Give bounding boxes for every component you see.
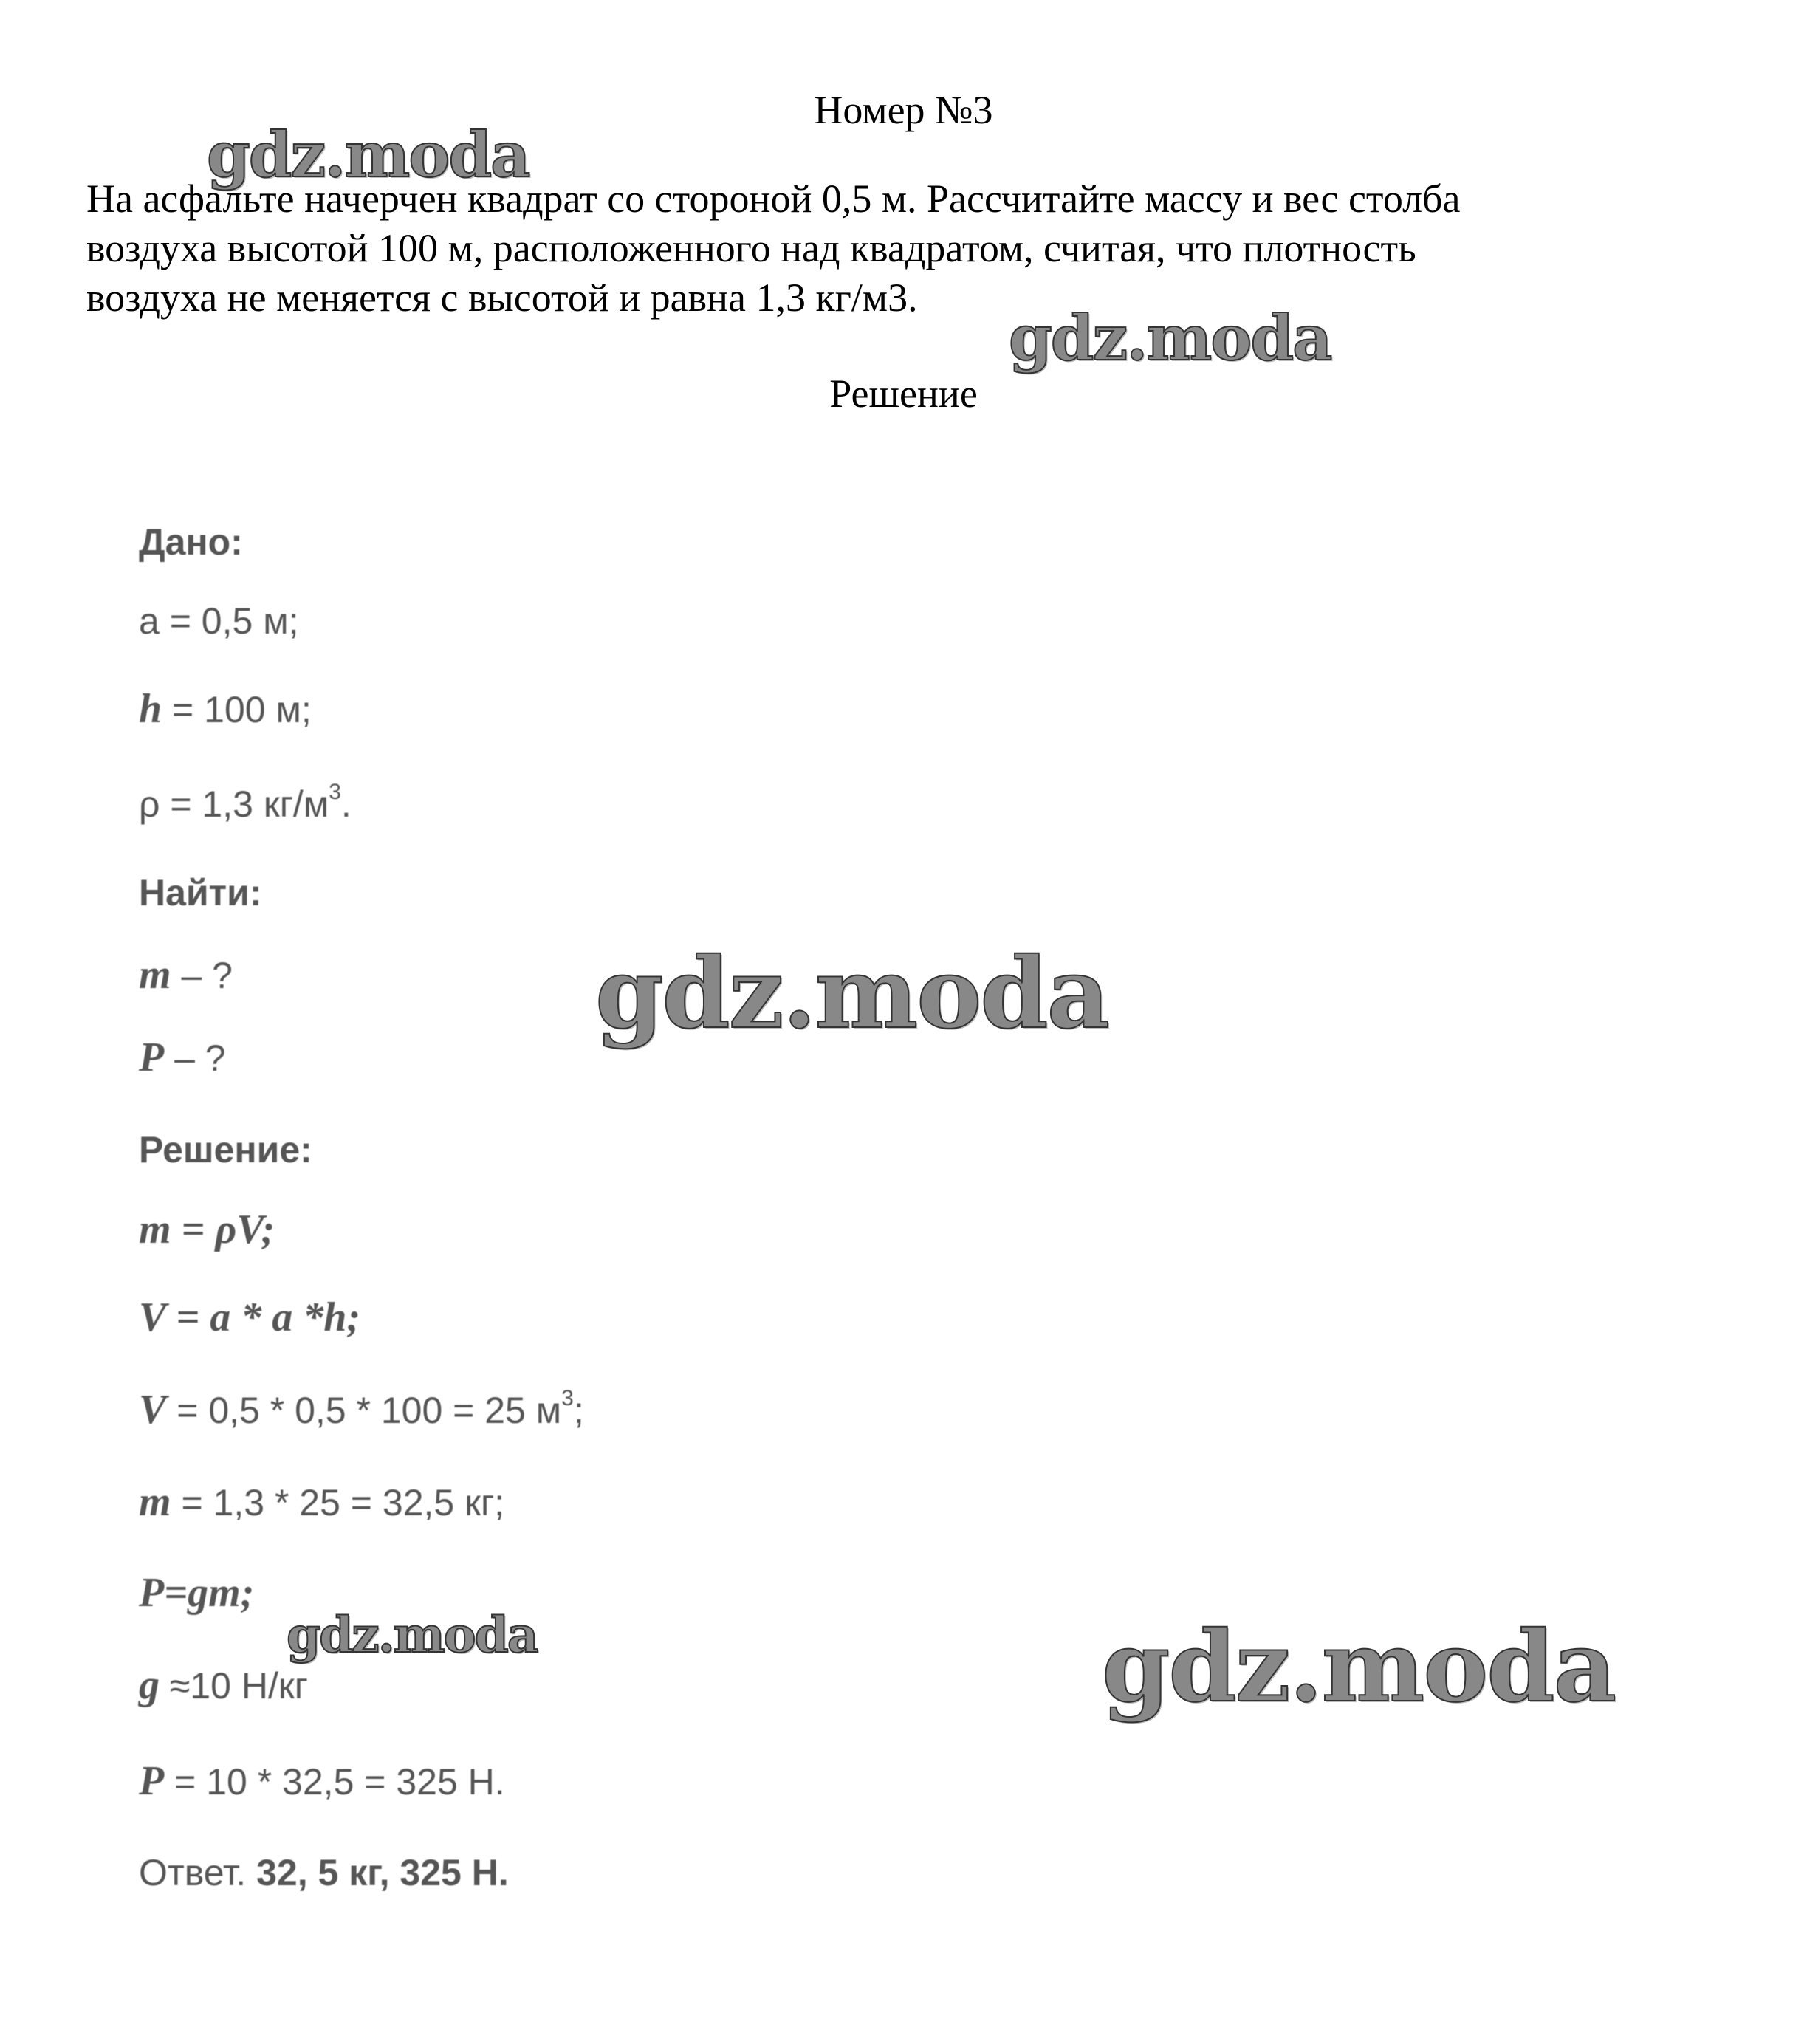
find-p (139, 1034, 226, 1081)
watermark-3: gdz.moda (595, 936, 1109, 1051)
rho-value: ρ = 1,3 кг/м (139, 783, 329, 825)
find-label: Найти: (139, 872, 262, 913)
v-calc-exponent: 3 (561, 1386, 574, 1411)
m-question: – ? (171, 955, 233, 996)
mass-calculation (139, 1478, 504, 1526)
m-calc-value: = 1,3 * 25 = 32,5 кг; (171, 1482, 505, 1523)
g-value-text: ≈10 Н/кг (160, 1665, 308, 1707)
problem-number-title: Номер №3 (814, 88, 993, 132)
v-calc-end: ; (573, 1390, 584, 1431)
v-calc-variable: V (139, 1387, 167, 1433)
p-calc-value: = 10 * 32,5 = 325 Н. (164, 1761, 505, 1803)
given-a: а = 0,5 м; (139, 600, 299, 642)
formula-m-text: m = ρV; (139, 1207, 275, 1252)
v-calc-value: = 0,5 * 0,5 * 100 = 25 м (166, 1390, 562, 1431)
weight-calculation (139, 1757, 505, 1805)
answer-value: 32, 5 кг, 325 Н. (246, 1852, 509, 1893)
g-variable: g (139, 1662, 160, 1708)
solution-label: Решение: (139, 1129, 312, 1170)
watermark-5: gdz.moda (1102, 1610, 1616, 1724)
formula-m (139, 1206, 275, 1253)
formula-v-text: V = a * a *h; (139, 1294, 361, 1340)
g-value (139, 1661, 308, 1709)
answer-label: Ответ. (139, 1852, 247, 1893)
solution-heading: Решение (829, 371, 978, 416)
h-value: = 100 м; (162, 689, 312, 730)
watermark-1: gdz.moda (207, 118, 529, 191)
m-calc-variable: m (139, 1479, 171, 1525)
given-h (139, 685, 312, 733)
p-variable: P (139, 1035, 165, 1080)
p-question: – ? (164, 1038, 226, 1079)
h-variable: h (139, 686, 162, 732)
find-m (139, 951, 233, 998)
given-label: Дано: (139, 521, 243, 563)
formula-p-text: P=gm; (139, 1570, 255, 1616)
problem-statement: На асфальте начерчен квадрат со стороной 0,5 м. Рассчитайте массу и вес столба воздуха высотой 100 м, расположенного над квадратом, считая, что плотность воздуха не меняется с высотой и равна 1,3 кг/м3. (86, 176, 1461, 320)
p-calc-variable: P (139, 1758, 165, 1804)
rho-exponent: 3 (329, 780, 341, 805)
given-rho (139, 780, 352, 826)
m-variable: m (139, 952, 171, 998)
watermark-2: gdz.moda (1009, 301, 1331, 374)
answer-line (139, 1851, 509, 1894)
volume-calculation (139, 1386, 584, 1433)
watermark-4: gdz.moda (287, 1606, 538, 1664)
formula-v (139, 1294, 360, 1341)
rho-end: . (340, 783, 352, 825)
formula-p (139, 1569, 254, 1616)
